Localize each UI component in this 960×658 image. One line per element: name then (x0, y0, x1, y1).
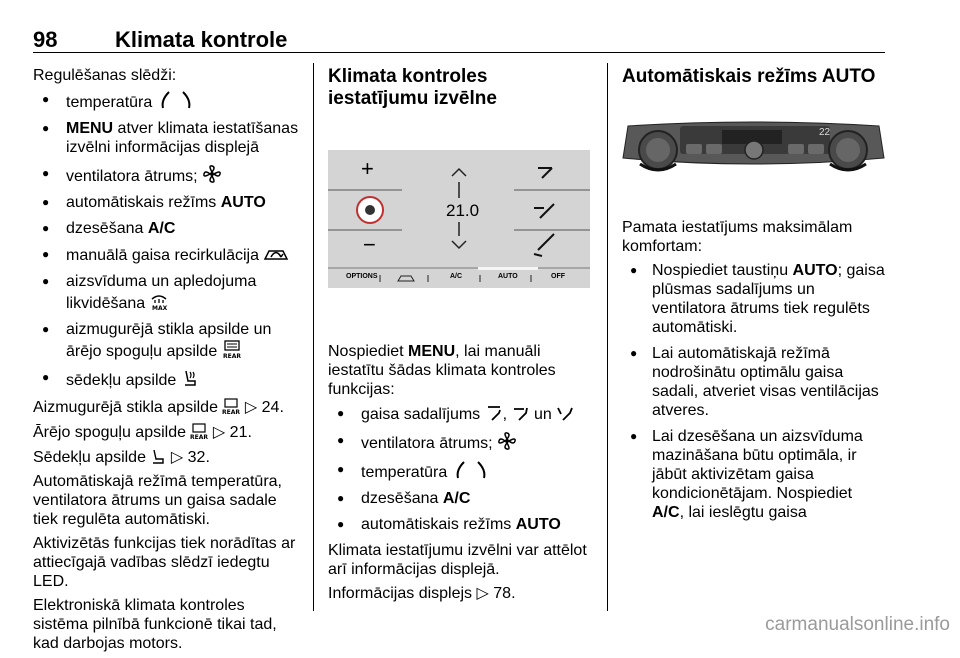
climate-menu-display (328, 150, 590, 288)
temperature-plus-button[interactable]: + (361, 156, 374, 181)
auto-button[interactable]: AUTO (498, 273, 518, 280)
page-reference-arrow-icon: ▷ (170, 449, 184, 466)
header-rule (33, 52, 885, 53)
column-3-body (622, 218, 888, 529)
temperature-knobs-icon (157, 90, 197, 110)
list-item: ● dzesēšana A/C (33, 219, 301, 238)
paragraph: Sēdekļu apsilde ▷ 32. (33, 449, 210, 466)
svg-text:REAR: REAR (190, 434, 209, 440)
paragraph: Aizmugurējā stikla apsilde REAR ▷ 24. (33, 399, 284, 416)
paragraph: Klimata iestatījumu izvēlni var attēlot arī informācijas displejā. (328, 542, 587, 578)
temperature-minus-button[interactable]: − (363, 232, 376, 257)
watermark: carmanualsonline.info (765, 614, 950, 635)
list-item: ● temperatūra (33, 90, 301, 112)
heated-seat-icon (150, 447, 166, 465)
column-divider-2 (607, 63, 608, 611)
panel-temperature: 22 (819, 127, 831, 138)
list-item: ● automātiskais režīms AUTO (33, 193, 301, 212)
list-item: ● aizmugurējā stikla apsilde un ārējo spoguļu apsilde REAR (33, 320, 301, 361)
paragraph: Informācijas displejs ▷ 78. (328, 585, 516, 602)
page-title: Klimata kontrole (115, 27, 288, 52)
column-2-body (328, 342, 592, 608)
page-reference-arrow-icon: ▷ (476, 585, 489, 602)
temperature-knobs-icon (452, 460, 492, 480)
paragraph: Nospiediet MENU, lai manuāli iestatītu šādas klimata kontroles funkcijas: (328, 343, 556, 398)
paragraph: Ārējo spoguļu apsilde REAR ▷ 21. (33, 424, 252, 441)
list-item: ● dzesēšana A/C (328, 489, 592, 508)
paragraph: Pamata iestatījums maksimālam komfortam: (622, 219, 853, 255)
air-windscreen-icon (485, 404, 503, 422)
list-item: ● MENU atver klimata iestatīšanas izvēlni informācijas displejā (33, 119, 301, 157)
recirculation-icon (263, 245, 289, 263)
heated-seat-icon (181, 368, 199, 388)
fan-icon (497, 431, 517, 451)
list-item: ● ventilatora ātrums; (328, 431, 592, 453)
rear-defrost-icon (190, 422, 208, 440)
list-item: ● Nospiediet taustiņu AUTO; gaisa plūsmas sadalījums un ventilatora ātrums tiek regulēts automātiski. (622, 261, 888, 337)
svg-text:REAR: REAR (222, 353, 241, 359)
list-item: ● gaisa sadalījums , un (328, 404, 592, 424)
page-number: 98 (33, 27, 58, 52)
column-1 (33, 66, 301, 658)
svg-text:REAR: REAR (222, 409, 241, 415)
list-item: ● aizsvīduma un apledojuma likvidēšana MAX (33, 272, 301, 313)
section-heading: Automātiskais režīms AUTO (622, 66, 876, 87)
temperature-value: 21.0 (446, 201, 480, 220)
svg-text:MAX: MAX (151, 305, 167, 311)
page-header (33, 24, 885, 54)
auto-mode-list (622, 261, 888, 522)
climate-control-panel-illustration (622, 118, 885, 178)
ac-button[interactable]: A/C (450, 273, 463, 280)
list-item: ● Lai dzesēšana un aizsvīduma mazināšana būtu optimāla, ir jābūt aktivizētam gaisa kondicionētājam. Nospiediet A/C, lai ieslēgtu gaisa (622, 427, 888, 522)
controls-intro: Regulēšanas slēdži: (33, 67, 177, 84)
off-button[interactable]: OFF (551, 273, 565, 280)
list-item: ● automātiskais režīms AUTO (328, 515, 592, 534)
list-item: ● temperatūra (328, 460, 592, 482)
column-2 (328, 66, 592, 110)
air-face-icon (512, 404, 530, 422)
list-item: ● sēdekļu apsilde (33, 368, 301, 390)
page-reference-arrow-icon: ▷ (244, 399, 258, 416)
paragraph: Automātiskajā režīmā temperatūra, ventilatora ātrums un gaisa sadale tiek regulēta automātiski. (33, 473, 282, 528)
fan-button[interactable] (357, 197, 383, 223)
functions-list (328, 404, 592, 534)
column-3 (622, 66, 888, 88)
fan-icon (202, 164, 222, 184)
rear-defrost-icon (222, 339, 242, 359)
defrost-max-icon (150, 291, 168, 311)
section-heading: Klimata kontroles iestatījumu izvēlne (328, 66, 497, 109)
column-divider-1 (313, 63, 314, 611)
rear-defrost-icon (222, 397, 240, 415)
list-item: ● manuālā gaisa recirkulācija (33, 245, 301, 265)
list-item: ● Lai automātiskajā režīmā nodrošinātu optimālu gaisa sadali, atveriet visas ventilācijas atveres. (622, 344, 888, 420)
options-button[interactable]: OPTIONS (346, 273, 378, 280)
list-item: ● ventilatora ātrums; (33, 164, 301, 186)
paragraph: Elektroniskā klimata kontroles sistēma pilnībā funkcionē tikai tad, kad darbojas motors. (33, 597, 277, 652)
air-feet-icon (556, 404, 576, 422)
controls-list (33, 90, 301, 390)
page-reference-arrow-icon: ▷ (212, 424, 226, 441)
paragraph: Aktivizētās funkcijas tiek norādītas ar attiecīgajā vadības slēdzī iedegtu LED. (33, 535, 296, 590)
